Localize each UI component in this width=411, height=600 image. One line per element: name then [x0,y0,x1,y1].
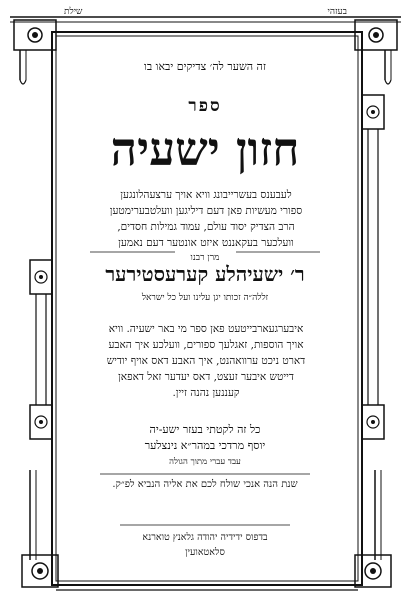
author-name: ר׳ ישעיהלע קערעסטירער [105,262,305,286]
city-line: סלאטאועין [185,547,225,558]
body-line: אויך הוספות, זאגלעך ספורים, וועלכע איך האבע [108,339,304,351]
body-line: דארט ניכט ערוואהנט, איך האבע דאס אויף יודיש [106,355,306,367]
subtitle-line: וועלכער בעקאננט איזט אונטער דעם נאמען [118,237,294,249]
sefer-label: ספר [188,96,222,116]
side-ornament-left [30,260,52,439]
corner-ornament-bottom-right [355,470,391,587]
body-line: איבערגעארבייטעט פאן ספר מי באר ישעיה. וויא [108,323,304,335]
publisher-subline: עבד עברי מתוך הגולה [169,457,241,467]
printer-line: בדפוס ידידיה יהודה גלאנץ טוארנא [142,532,268,543]
side-ornament-right [362,95,384,439]
header-verse: זה השער לה׳ צדיקים יבאו בו [144,60,266,73]
body-line: דייטש איבער זעצט, דאס יעדער זאל דאפאן [118,371,294,383]
publisher-line: יוסף מרדכי במהר״א נינצלער [144,439,266,452]
year-verse: שנת הנה אנכי שולח לכם את אליה הנביא לפ״ק. [112,479,298,490]
book-title: חזון ישעיה [110,122,300,176]
corner-text-left: שילת [64,7,83,17]
corner-ornament-top-left [14,20,56,84]
memorial-line: זללה״ה זכותו יגן עלינו ועל כל ישראל [141,293,269,303]
subtitle-line: הרב הצדיק יסוד עולם, עמוד גמילות חסדים, [117,221,295,233]
corner-text-right: בעזהי [327,7,347,17]
publisher-line: כל זה לקטתי בעזר ישע-יה [149,423,261,436]
body-line: קעננען נהנה זיין. [172,387,240,399]
mekaven-label: מרן רבנו [190,253,220,263]
subtitle-line: ספורי מעשיות פאן דעם דיליגען וועלטבערימטען [109,205,303,217]
subtitle-line: לעבענס בעשרייבונג וויא אויך ערצעהלונגען [120,189,292,201]
